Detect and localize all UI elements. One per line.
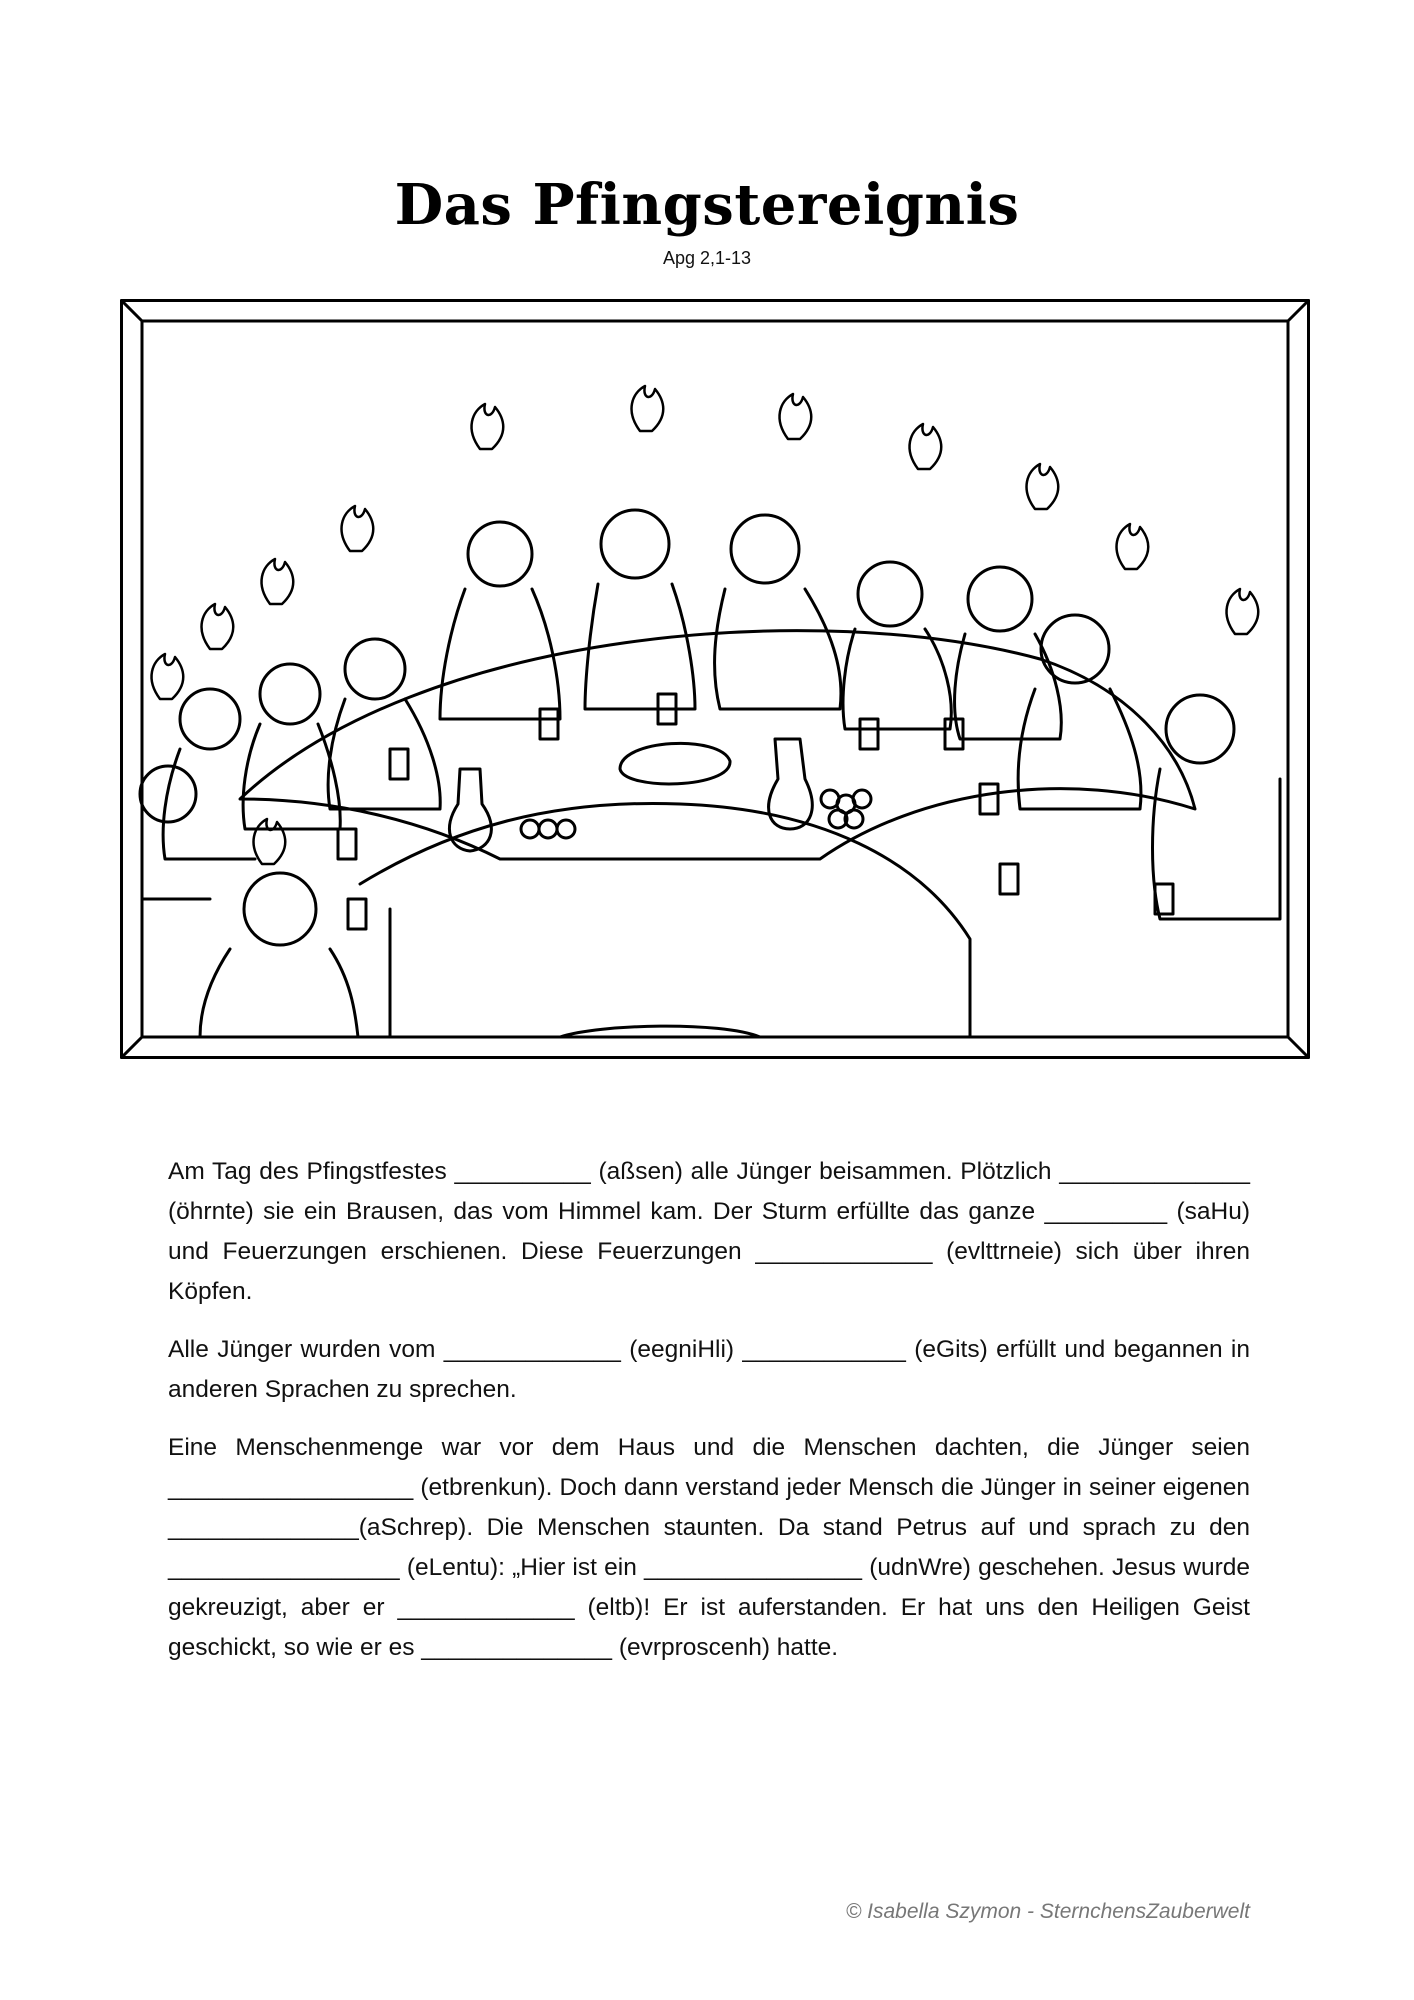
paragraph-3: Eine Menschenmenge war vor dem Haus und die Menschen dachten, die Jünger seien __________________ (etbrenkun). Doch dann verstand jeder Mensch die Jünger in seiner eigenen ______________(aSchrep). Die Menschen staunten. Da stand Petrus auf und sprach zu den _________________ (eLentu): „Hier ist ein ________________ (udnWre) geschehen. Jesus wurde gekreuzigt, aber er _____________ (eltb)! Er ist auferstanden. Er hat uns den Heiligen Geist geschickt, so wie er es ______________ (evrproscenh) hatte.: [168, 1434, 1250, 1661]
table: [240, 631, 1195, 859]
paragraph-2: Alle Jünger wurden vom _____________ (eegniHli) ____________ (eGits) erfüllt und begannen in anderen Sprachen zu sprechen.: [168, 1336, 1250, 1403]
bible-reference: Apg 2,1-13: [662, 248, 752, 268]
illustration-frame: [120, 299, 1310, 1059]
worksheet-text: [168, 1152, 1250, 1686]
paragraph-1: Am Tag des Pfingstfestes __________ (aßsen) alle Jünger beisammen. Plötzlich ______________ (öhrnte) sie ein Brausen, das vom Himmel kam. Der Sturm erfüllte das ganze _________ (saHu) und Feuerzungen erschienen. Diese Feuerzungen _____________ (evlttrneie) sich über ihren Köpfen.: [168, 1158, 1250, 1305]
flame-icons: [152, 386, 1259, 864]
bread-icon: [620, 743, 730, 784]
page-title: Das Pfingstereignis: [394, 172, 1020, 238]
copyright-footer: © Isabella Szymon - SternchensZauberwelt: [845, 1900, 1250, 1923]
apostle-figures: [140, 510, 1280, 1037]
